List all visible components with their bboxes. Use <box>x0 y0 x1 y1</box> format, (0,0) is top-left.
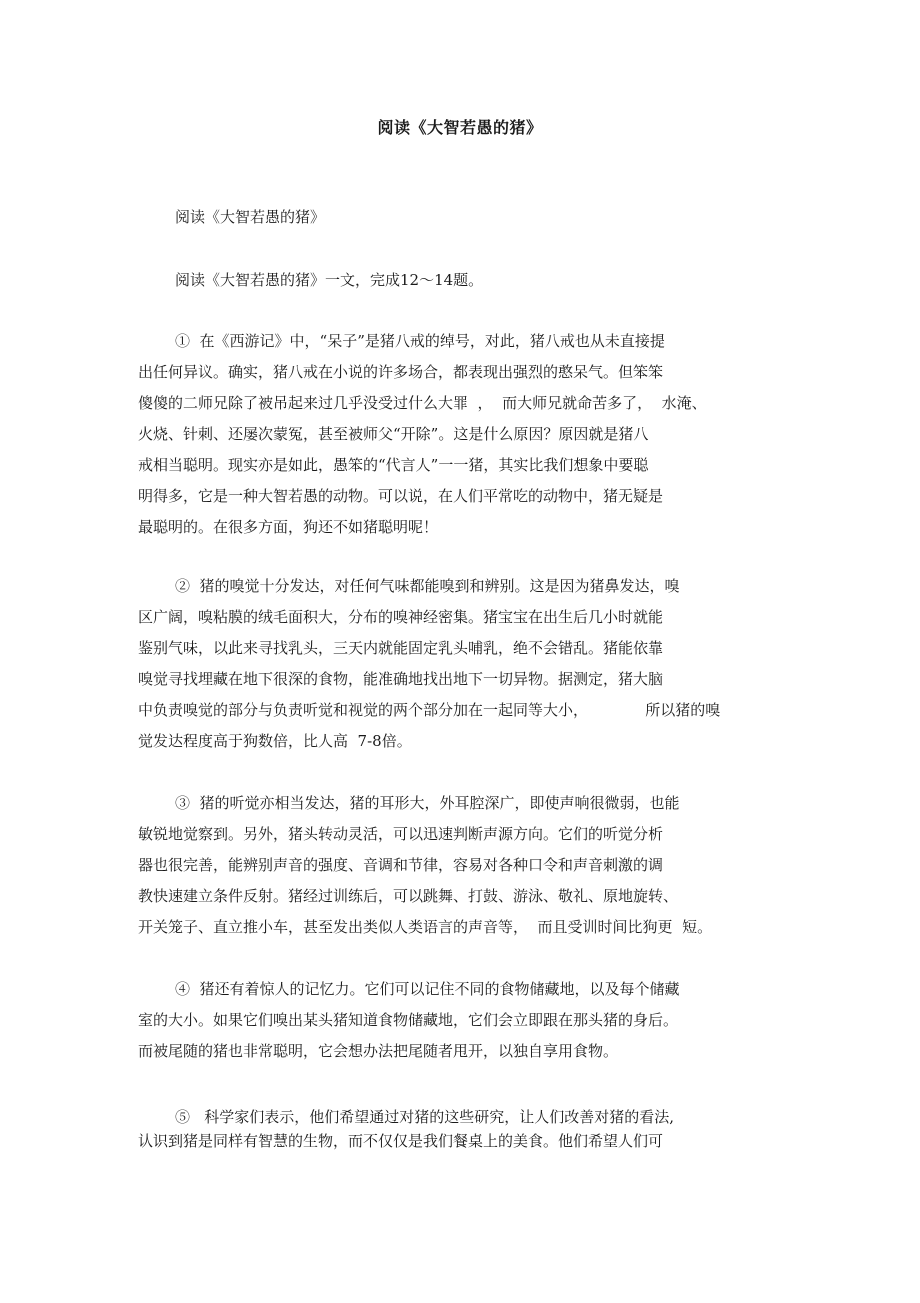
paragraph-line: 火烧、针刺、还屡次蒙冤，甚至被师父“开除”。这是什么原因？原因就是猪八 <box>138 425 649 443</box>
paragraph-line: 区广阔，嗅粘膜的绒毛面积大，分布的嗅神经密集。猪宝宝在出生后几小时就能 <box>138 608 664 626</box>
paragraph-line: ② 猪的嗅觉十分发达，对任何气味都能嗅到和辨别。这是因为猪鼻发达，嗅 <box>175 577 680 595</box>
paragraph-line: ① 在《西游记》中，“呆子”是猪八戒的绰号，对此，猪八戒也从未直接提 <box>175 332 665 350</box>
paragraph-line: 最聪明的。在很多方面，狗还不如猪聪明呢！ <box>138 518 439 536</box>
paragraph-line: 觉发达程度高于狗数倍，比人高 7-8倍。 <box>138 732 412 750</box>
paragraph-3 <box>138 793 778 948</box>
paragraph-2 <box>138 576 778 762</box>
paragraph-line: 而被尾随的猪也非常聪明，它会想办法把尾随者甩开，以独自享用食物。 <box>138 1042 619 1060</box>
paragraph-line: 开关笼子、直立推小车，甚至发出类似人类语言的声音等， 而且受训时间比狗更 短。 <box>138 918 713 936</box>
intro-text: 阅读《大智若愚的猪》一文，完成12～14题。 <box>175 271 484 289</box>
paragraph-5 <box>138 1107 778 1155</box>
paragraph-line: 室的大小。如果它们嗅出某头猪知道食物储藏地，它们会立即跟在那头猪的身后。 <box>138 1011 679 1029</box>
page-title: 阅读《大智若愚的猪》 <box>377 118 543 137</box>
paragraph-line: ④ 猪还有着惊人的记忆力。它们可以记住不同的食物储藏地，以及每个储藏 <box>175 980 680 998</box>
paragraph-line: 出任何异议。确实，猪八戒在小说的许多场合，都表现出强烈的憨呆气。但笨笨 <box>138 363 664 381</box>
paragraph-line: ⑤ 科学家们表示，他们希望通过对猪的这些研究，让人们改善对猪的看法, <box>175 1108 675 1126</box>
paragraph-line: 教快速建立条件反射。猪经过训练后，可以跳舞、打鼓、游泳、敬礼、原地旋转、 <box>138 887 679 905</box>
paragraph-line: 戒相当聪明。现实亦是如此，愚笨的“代言人”一一猪，其实比我们想象中要聪 <box>138 456 649 474</box>
paragraph-line: ③ 猪的听觉亦相当发达，猪的耳形大，外耳腔深广，即使声响很微弱，也能 <box>175 794 680 812</box>
paragraph-line: 敏锐地觉察到。另外，猪头转动灵活，可以迅速判断声源方向。它们的听觉分析 <box>138 825 664 843</box>
paragraph-line: 鉴别气味，以此来寻找乳头，三天内就能固定乳头哺乳，绝不会错乱。猪能依靠 <box>138 639 664 657</box>
paragraph-line: 傻傻的二师兄除了被吊起来过几乎没受过什么大罪 ， 而大师兄就命苦多了， 水淹、 <box>138 394 707 412</box>
paragraph-line: 中负责嗅觉的部分与负责听觉和视觉的两个部分加在一起同等大小， 所以猪的嗅 <box>138 701 721 719</box>
paragraph-1 <box>138 331 778 548</box>
subtitle: 阅读《大智若愚的猪》 <box>175 208 326 226</box>
paragraph-line: 嗅觉寻找埋藏在地下很深的食物，能准确地找出地下一切异物。据测定，猪大脑 <box>138 670 664 688</box>
paragraph-line: 明得多，它是一种大智若愚的动物。可以说，在人们平常吃的动物中，猪无疑是 <box>138 487 664 505</box>
paragraph-4 <box>138 979 778 1072</box>
paragraph-line: 器也很完善，能辨别声音的强度、音调和节律，容易对各种口令和声音刺激的调 <box>138 856 664 874</box>
paragraph-line: 认识到猪是同样有智慧的生物，而不仅仅是我们餐桌上的美食。他们希望人们可 <box>138 1132 664 1150</box>
